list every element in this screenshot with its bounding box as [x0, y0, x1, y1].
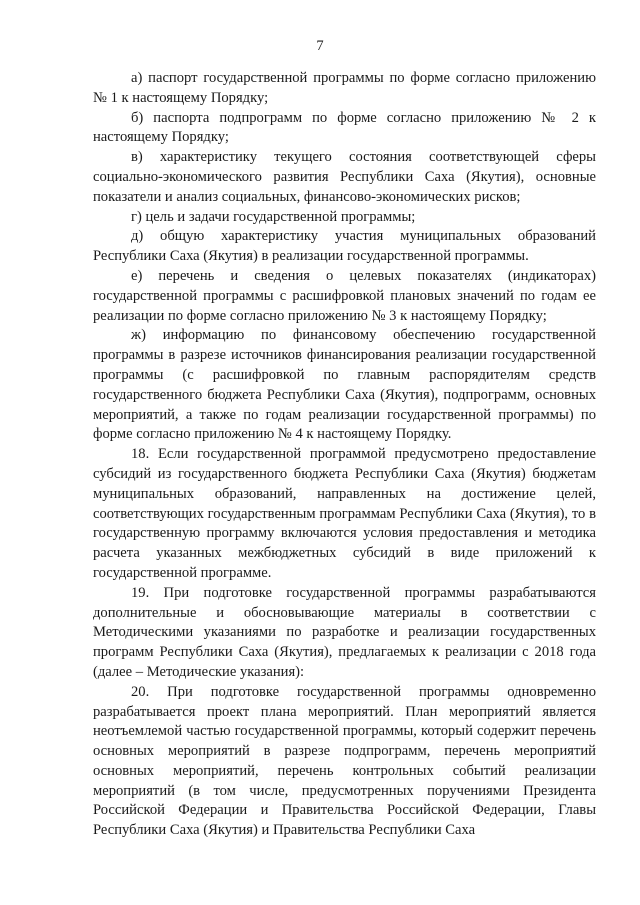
list-item-g: г) цель и задачи государственной программы;: [131, 208, 416, 225]
list-item-e: е) перечень и сведения о целевых показателях (индикаторах) государственной программы с расшифровкой плановых значений по годам ее реализации по форме согласно приложению № 3 к настоящему Порядку;: [93, 267, 596, 324]
page-number: 7: [316, 38, 324, 54]
list-item-a: а) паспорт государственной программы по форме согласно приложению № 1 к настоящему Порядку;: [93, 70, 596, 106]
list-item-d: д) общую характеристику участия муниципальных образований Республики Саха (Якутия) в реализации государственной программы.: [93, 228, 596, 265]
list-item-zh: ж) информацию по финансовому обеспечению государственной программы в разрезе источников финансирования реализации государственной программы (с расшифровкой по главным распорядителям средств государственного бюджета Республики Саха (Якутия), подпрограмм, основных мероприятий, а также по годам реализации государственной программы) по форме согласно приложению № 4 к настоящему Порядку.: [93, 327, 596, 443]
list-item-v: в) характеристику текущего состояния соответствующей сферы социально-экономического развития Республики Саха (Якутия), основные показатели и анализ социальных, финансово-экономических рисков;: [93, 149, 596, 205]
clause-20: 20. При подготовке государственной программы одновременно разрабатывается проект плана мероприятий. План мероприятий является неотъемлемой частью государственной программы, который содержит перечень основных мероприятий в разрезе подпрограмм, перечень мероприятий основных мероприятий, перечень контрольных событий реализации мероприятий (в том числе, предусмотренных поручениями Президента Российской Федерации и Правительства Российской Федерации, Главы Республики Саха (Якутия) и Правительства Республики Саха: [93, 683, 596, 839]
list-item-b: б) паспорта подпрограмм по форме согласно приложению № 2 к настоящему Порядку;: [93, 109, 596, 146]
clause-19: 19. При подготовке государственной программы разрабатываются дополнительные и обосновывающие материалы в соответствии с Методическими указаниями по разработке и реализации государственных программ Республики Саха (Якутия), предлагаемых к реализации с 2018 года (далее – Методические указания):: [93, 584, 596, 680]
clause-18: 18. Если государственной программой предусмотрено предоставление субсидий из государственного бюджета Республики Саха (Якутия) бюджетам муниципальных образований, направленных на достижение целей, соответствующих государственным программам Республики Саха (Якутия), то в государственную программу включаются условия предоставления и методика расчета указанных межбюджетных субсидий в виде приложений к государственной программе.: [93, 446, 596, 581]
document-body: [93, 69, 596, 841]
